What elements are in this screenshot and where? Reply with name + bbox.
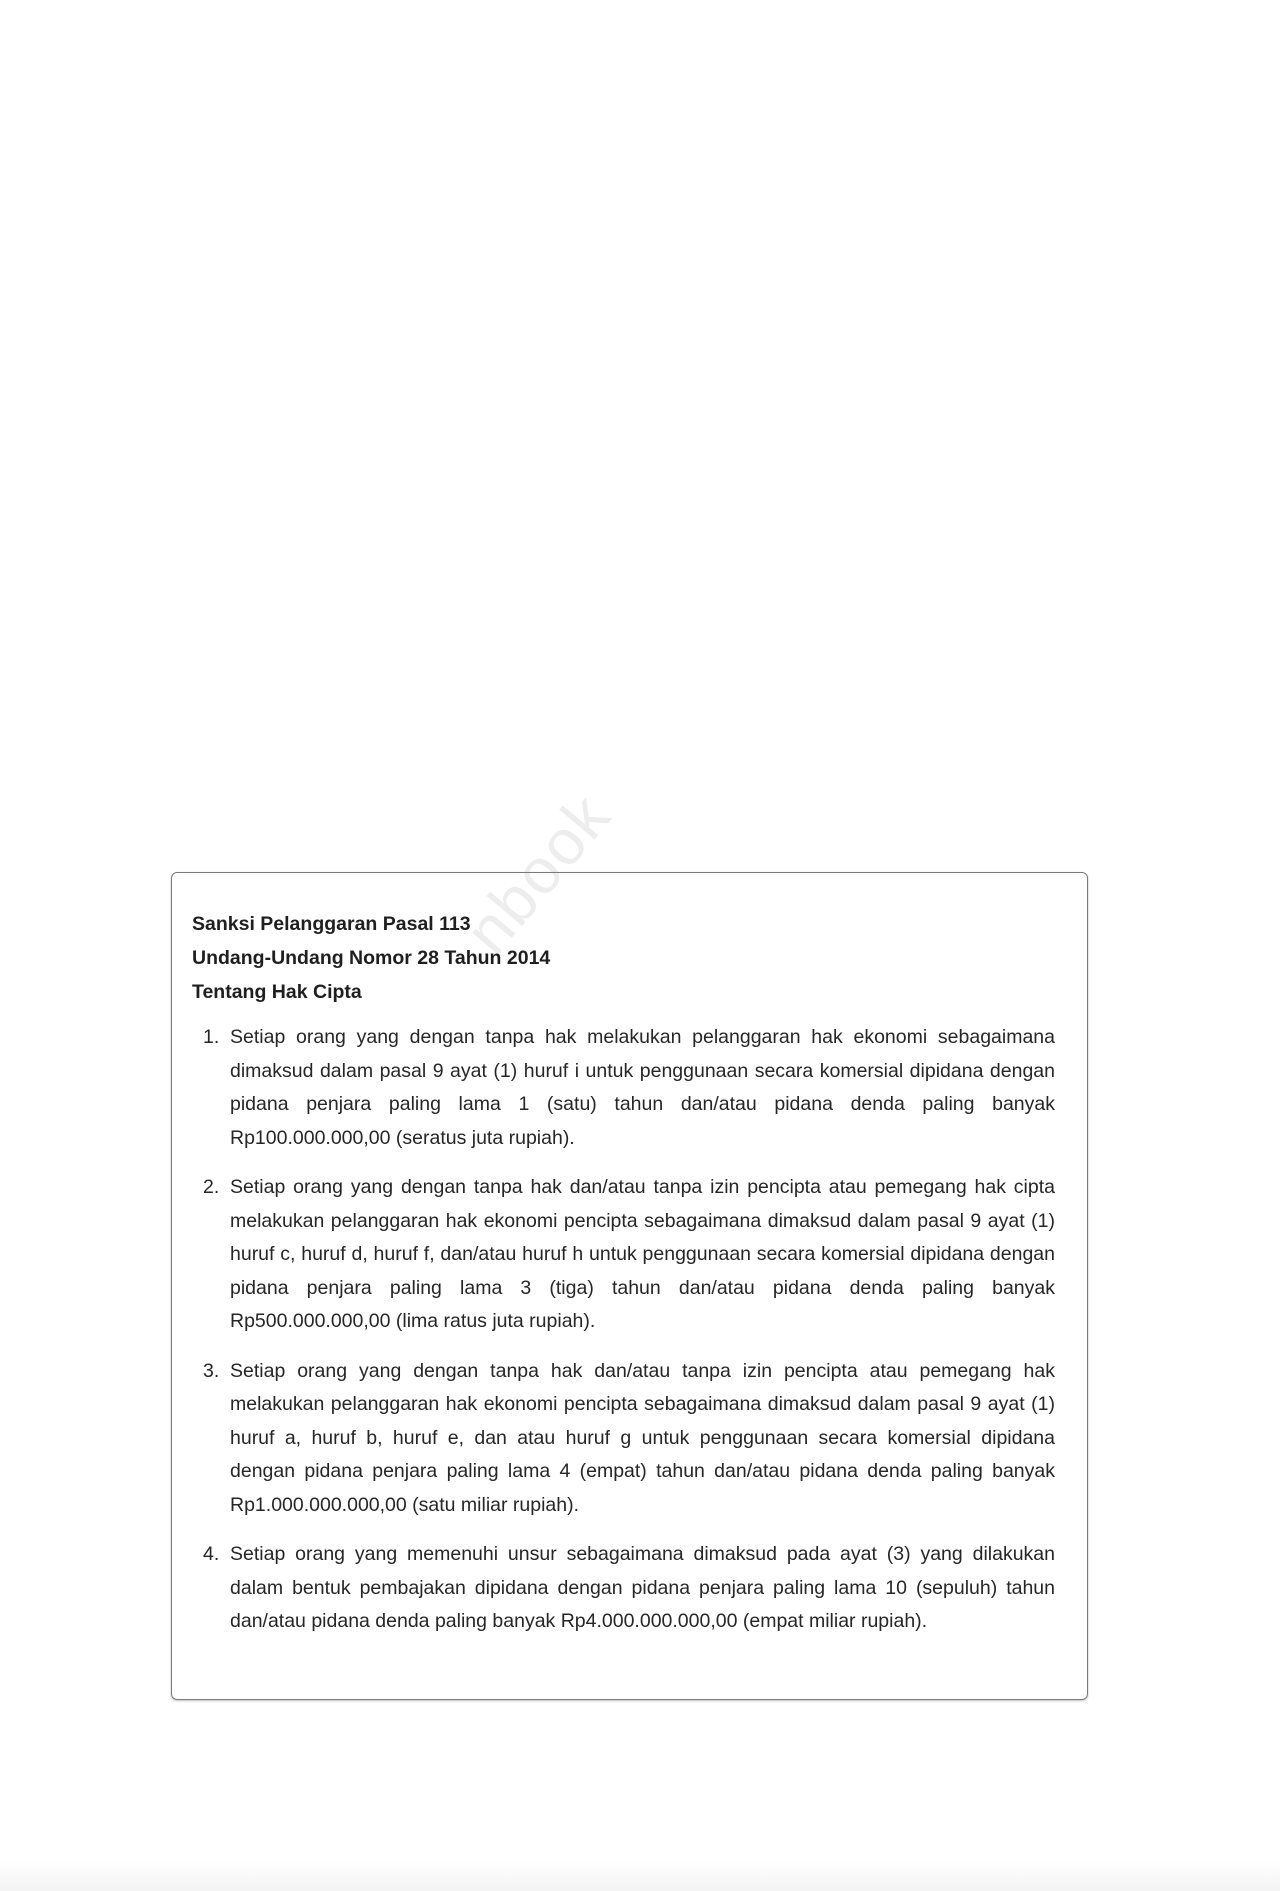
clause-text: Setiap orang yang dengan tanpa hak dan/atau tanpa izin pencipta atau pemegang hak cipta melakukan pelanggaran hak ekonomi pencipta sebagaimana dimaksud dalam pasal 9 ayat (1) huruf c, huruf d, huruf f, dan/atau huruf h untuk penggunaan secara komersial dipidana dengan pidana penjara paling lama 3 (tiga) tahun dan/atau pidana denda paling banyak Rp500.000.000,00 (lima ratus juta rupiah).: [230, 1176, 1055, 1332]
clause-text: Setiap orang yang memenuhi unsur sebagaimana dimaksud pada ayat (3) yang dilakukan dalam bentuk pembajakan dipidana dengan pidana penjara paling lama 10 (sepuluh) tahun dan/atau pidana denda paling banyak Rp4.000.000.000,00 (empat miliar rupiah).: [230, 1543, 1055, 1632]
clause-number: 4.: [203, 1543, 220, 1565]
clause-item-1: [192, 1021, 1055, 1155]
clause-number: 2.: [203, 1176, 220, 1198]
clause-number: 3.: [203, 1359, 220, 1382]
clause-list: [192, 1021, 1055, 1639]
clause-number: 1.: [203, 1026, 220, 1048]
heading-line-3: Tentang Hak Cipta: [192, 981, 362, 1003]
clause-text: Setiap orang yang dengan tanpa hak melakukan pelanggaran hak ekonomi sebagaimana dimaksud dalam pasal 9 ayat (1) huruf i untuk penggunaan secara komersial dipidana dengan pidana penjara paling lama 1 (satu) tahun dan/atau pidana denda paling banyak Rp100.000.000,00 (seratus juta rupiah).: [230, 1026, 1055, 1149]
clause-text: Setiap orang yang dengan tanpa hak dan/atau tanpa izin pencipta atau pemegang hak melakukan pelanggaran hak ekonomi pencipta sebagaimana dimaksud dalam pasal 9 ayat (1) huruf a, huruf b, huruf e, dan atau huruf g untuk penggunaan secara komersial dipidana dengan pidana penjara paling lama 4 (empat) tahun dan/atau pidana denda paling banyak Rp1.000.000.000,00 (satu miliar rupiah).: [230, 1359, 1055, 1516]
copyright-sanction-box: [171, 872, 1088, 1700]
heading-line-1: Sanksi Pelanggaran Pasal 113: [192, 913, 471, 935]
clause-item-3: [192, 1355, 1055, 1523]
page-bottom-edge: [0, 1861, 1280, 1891]
clause-item-4: [192, 1538, 1055, 1639]
heading-line-2: Undang-Undang Nomor 28 Tahun 2014: [192, 947, 551, 969]
watermark: nbook: [450, 779, 625, 967]
clause-item-2: [192, 1171, 1055, 1339]
